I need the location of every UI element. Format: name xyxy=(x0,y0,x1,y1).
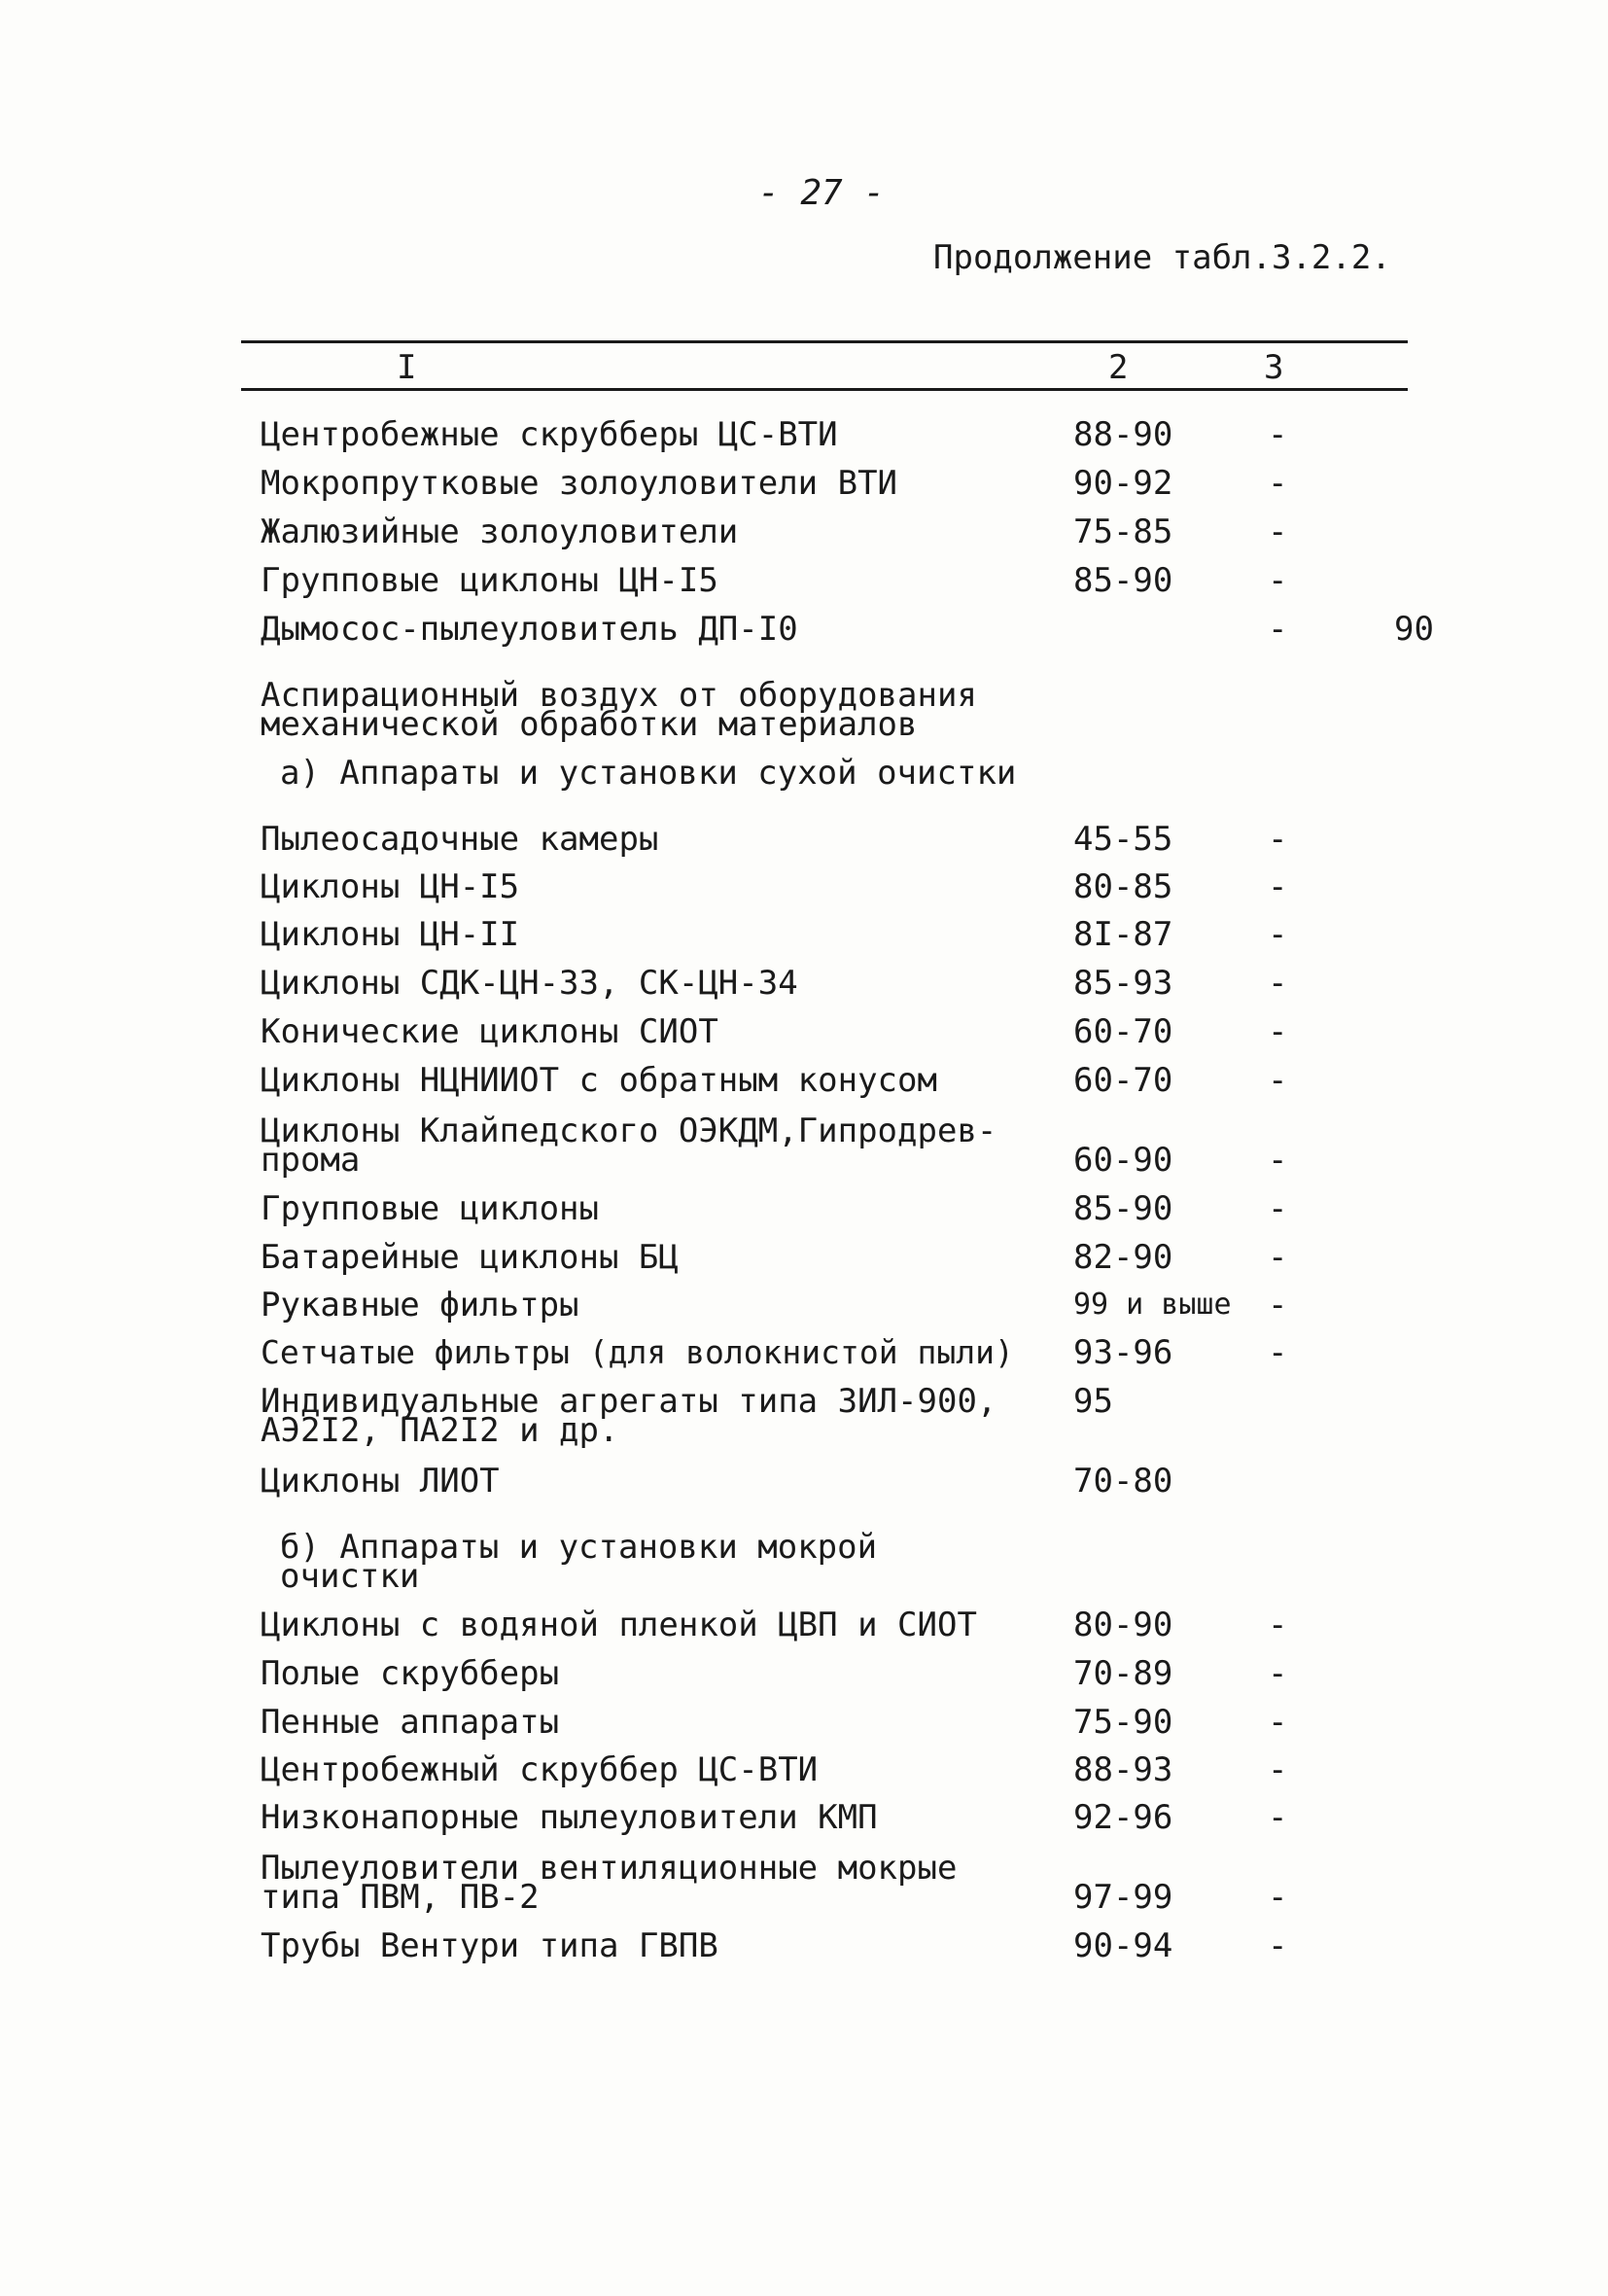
table-row xyxy=(261,1849,1408,1917)
column-header-2: 2 xyxy=(1108,348,1129,387)
row-col3: - xyxy=(1268,561,1288,600)
table-row xyxy=(261,610,1434,649)
row-efficiency: 90-94 xyxy=(1073,1926,1173,1965)
row-col3: - xyxy=(1268,1189,1288,1228)
table-row xyxy=(261,1333,1408,1372)
row-col3: - xyxy=(1268,610,1288,649)
table-row xyxy=(261,1189,1408,1228)
row-name: Пылеуловители вентиляционные мокрые типа ПВМ, ПВ-2 xyxy=(261,1849,958,1917)
row-efficiency: 85-90 xyxy=(1073,1189,1173,1228)
row-name: Центробежный скруббер ЦС-ВТИ xyxy=(261,1750,819,1789)
table-row xyxy=(261,964,1408,1003)
table-continuation-caption: Продолжение табл.3.2.2. xyxy=(933,238,1391,277)
row-name: Пенные аппараты xyxy=(261,1703,560,1742)
table-row xyxy=(261,415,1408,454)
table-row xyxy=(261,1462,1408,1501)
row-col3: - xyxy=(1268,1878,1288,1917)
row-efficiency: 45-55 xyxy=(1073,820,1173,859)
row-efficiency: 85-90 xyxy=(1073,561,1173,600)
row-col3: - xyxy=(1268,1654,1288,1693)
row-efficiency: 80-85 xyxy=(1073,867,1173,906)
table-header-rule xyxy=(241,388,1408,391)
row-col3: - xyxy=(1268,1061,1288,1100)
row-efficiency: 90 xyxy=(1394,610,1434,649)
row-name: Конические циклоны СИОТ xyxy=(261,1012,718,1051)
row-name: Дымосос-пылеуловитель ДП-I0 xyxy=(261,610,798,649)
row-efficiency: 75-90 xyxy=(1073,1703,1173,1742)
row-name: Пылеосадочные камеры xyxy=(261,820,659,859)
table-row xyxy=(261,820,1408,859)
table-row xyxy=(261,1382,1408,1450)
row-name: Циклоны Клайпедского ОЭКДМ,Гипродрев- прома xyxy=(261,1112,997,1180)
row-col3: - xyxy=(1268,1798,1288,1837)
row-efficiency: 93-96 xyxy=(1073,1333,1173,1372)
row-col3: - xyxy=(1268,1141,1288,1180)
row-col3: - xyxy=(1268,415,1288,454)
row-name: Низконапорные пылеуловители КМП xyxy=(261,1798,878,1837)
row-name: Групповые циклоны xyxy=(261,1189,599,1228)
row-name: Циклоны СДК-ЦН-33, СК-ЦН-34 xyxy=(261,964,798,1003)
row-col3: - xyxy=(1268,464,1288,503)
table-row xyxy=(261,915,1408,954)
row-col3: - xyxy=(1268,915,1288,954)
row-name: Центробежные скрубберы ЦС-ВТИ xyxy=(261,415,838,454)
row-col3: - xyxy=(1268,1286,1288,1325)
row-name: Циклоны с водяной пленкой ЦВП и СИОТ xyxy=(261,1606,977,1644)
table-row xyxy=(261,1061,1408,1100)
row-col3: - xyxy=(1268,1750,1288,1789)
section-title: Аспирационный воздух от оборудования механической обработки материалов xyxy=(261,676,977,744)
column-header-3: 3 xyxy=(1264,348,1284,387)
row-name: Групповые циклоны ЦН-I5 xyxy=(261,561,718,600)
row-efficiency: 82-90 xyxy=(1073,1238,1173,1277)
row-efficiency: 95 xyxy=(1073,1382,1113,1421)
table-row xyxy=(261,1112,1408,1180)
page-number: - 27 - xyxy=(758,173,886,213)
row-name: Циклоны ЦН-I5 xyxy=(261,867,520,906)
row-name: Рукавные фильтры xyxy=(261,1286,579,1325)
table-row xyxy=(261,1798,1408,1837)
row-name: Циклоны НЦНИИОТ с обратным конусом xyxy=(261,1061,937,1100)
table-row xyxy=(261,1012,1408,1051)
table-row xyxy=(261,1654,1408,1693)
row-efficiency: 60-70 xyxy=(1073,1061,1173,1100)
table-row xyxy=(261,867,1408,906)
row-col3: - xyxy=(1268,512,1288,551)
row-col3: - xyxy=(1268,1703,1288,1742)
row-name: Сетчатые фильтры (для волокнистой пыли) xyxy=(261,1333,1014,1371)
row-efficiency: 60-70 xyxy=(1073,1012,1173,1051)
table-top-rule xyxy=(241,340,1408,343)
row-efficiency: 8I-87 xyxy=(1073,915,1173,954)
row-name: Циклоны ЛИОТ xyxy=(261,1462,500,1501)
row-efficiency: 99 и выше xyxy=(1073,1288,1232,1322)
row-efficiency: 70-80 xyxy=(1073,1462,1173,1501)
row-col3: - xyxy=(1268,1012,1288,1051)
row-efficiency: 70-89 xyxy=(1073,1654,1173,1693)
subsection-b-title: б) Аппараты и установки мокрой очистки xyxy=(280,1528,878,1596)
row-efficiency: 90-92 xyxy=(1073,464,1173,503)
row-efficiency: 88-90 xyxy=(1073,415,1173,454)
table-row xyxy=(261,1926,1408,1965)
table-row xyxy=(261,1238,1408,1277)
table-row xyxy=(261,1286,1408,1325)
row-name: Индивидуальные агрегаты типа ЗИЛ-900, АЭ2I2, ПА2I2 и др. xyxy=(261,1382,997,1450)
row-name: Полые скрубберы xyxy=(261,1654,560,1693)
row-efficiency: 80-90 xyxy=(1073,1606,1173,1644)
row-efficiency: 97-99 xyxy=(1073,1878,1173,1917)
column-header-1: I xyxy=(397,348,417,387)
row-col3: - xyxy=(1268,867,1288,906)
row-col3: - xyxy=(1268,964,1288,1003)
row-col3: - xyxy=(1268,820,1288,859)
row-name: Батарейные циклоны БЦ xyxy=(261,1238,679,1277)
row-efficiency: 88-93 xyxy=(1073,1750,1173,1789)
row-name: Жалюзийные золоуловители xyxy=(261,512,739,551)
row-efficiency: 85-93 xyxy=(1073,964,1173,1003)
row-col3: - xyxy=(1268,1606,1288,1644)
table-row xyxy=(261,512,1408,551)
table-row xyxy=(261,1750,1408,1789)
table-row xyxy=(261,464,1408,503)
subsection-a-title: а) Аппараты и установки сухой очистки xyxy=(280,754,1017,793)
row-col3: - xyxy=(1268,1333,1288,1372)
table-row xyxy=(261,1606,1408,1644)
row-efficiency: 75-85 xyxy=(1073,512,1173,551)
row-col3: - xyxy=(1268,1238,1288,1277)
row-name: Циклоны ЦН-II xyxy=(261,915,520,954)
row-efficiency: 60-90 xyxy=(1073,1141,1173,1180)
table-row xyxy=(261,561,1408,600)
table-row xyxy=(261,1703,1408,1742)
row-name: Трубы Вентури типа ГВПВ xyxy=(261,1926,718,1965)
row-col3: - xyxy=(1268,1926,1288,1965)
row-efficiency: 92-96 xyxy=(1073,1798,1173,1837)
row-name: Мокропрутковые золоуловители ВТИ xyxy=(261,464,898,503)
